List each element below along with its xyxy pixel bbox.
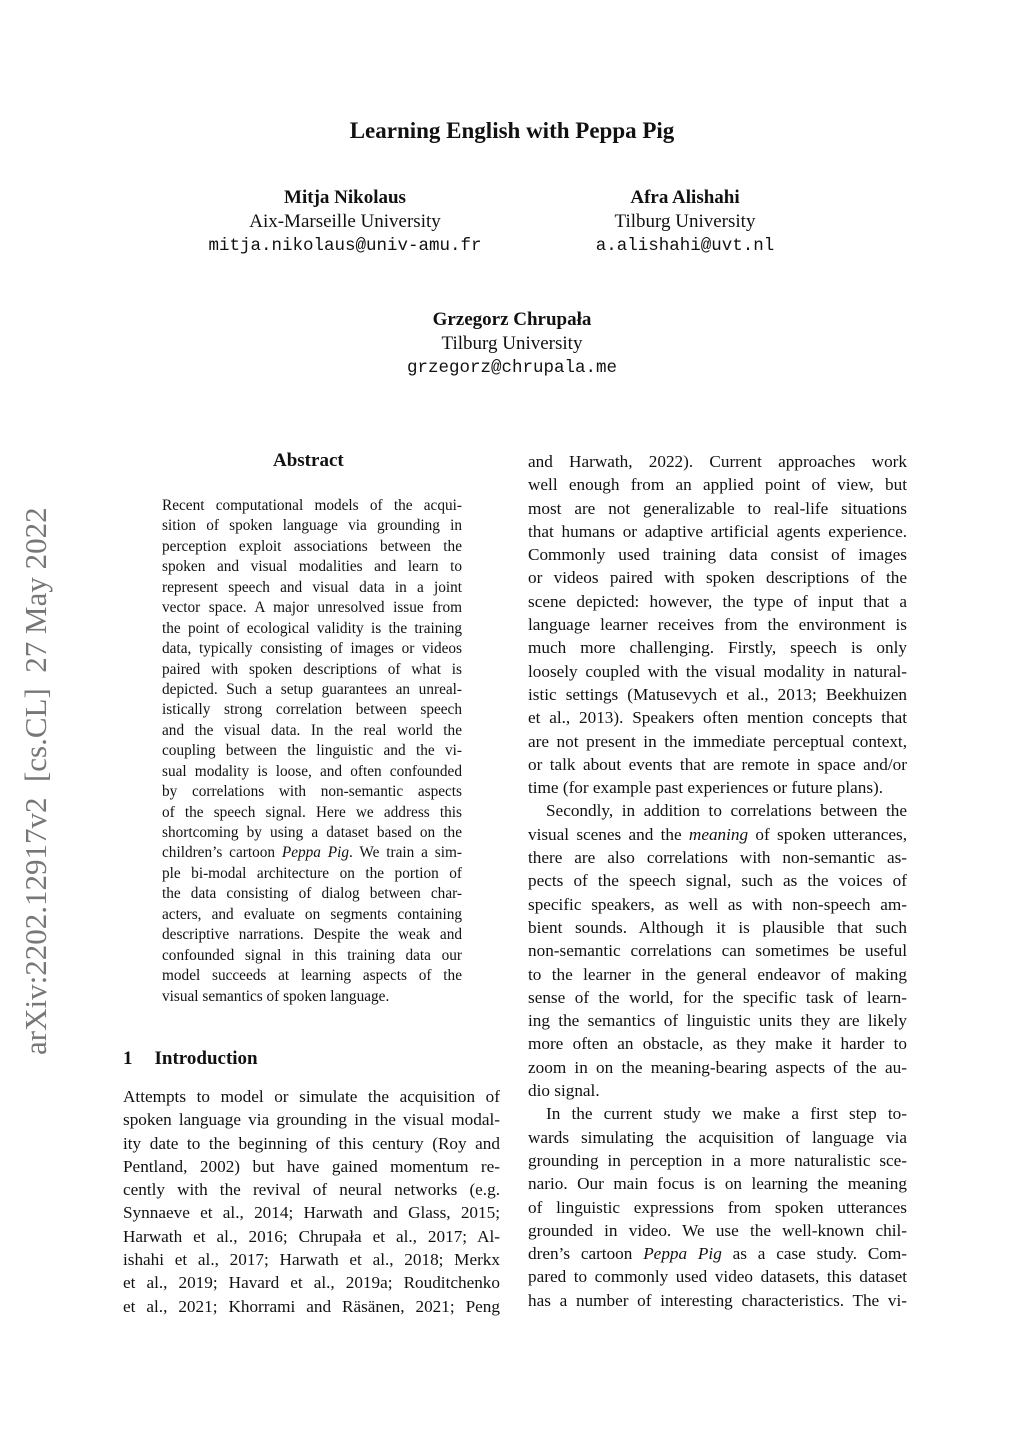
text-line: dio signal. — [528, 1081, 600, 1101]
text-line: grounding in perception in a more naturalistic sce- — [528, 1150, 907, 1170]
text-line: of the speech signal. Here we address this — [162, 803, 462, 821]
author-name: Mitja Nikolaus — [284, 187, 406, 208]
text-line: specific speakers, as well as with non-speech am- — [528, 894, 907, 914]
abstract-text — [162, 496, 462, 1007]
text-line: ing the semantics of linguistic units they are likely — [528, 1011, 907, 1031]
section-title: Introduction — [154, 1048, 258, 1069]
text-line: there are also correlations with non-semantic as- — [528, 848, 907, 868]
text-line: the data consisting of dialog between char- — [162, 885, 462, 903]
text-line: are not present in the immediate perceptual context, — [528, 731, 907, 751]
text-line: has a number of interesting characteristics. The vi- — [528, 1290, 907, 1310]
text-line: more often an obstacle, as they make it harder to — [528, 1034, 907, 1054]
text-line: ity date to the beginning of this century (Roy and — [123, 1133, 500, 1153]
text-line: sual modality is loose, and often confounded — [162, 762, 462, 780]
author-block — [332, 308, 692, 380]
author-block — [505, 186, 865, 258]
author-affiliation: Aix-Marseille University — [249, 211, 441, 232]
text-segment: of spoken utterances, — [748, 824, 907, 844]
author-name: Grzegorz Chrupała — [432, 309, 592, 330]
text-line: istic settings (Matusevych et al., 2013; Beekhuizen — [528, 684, 907, 704]
text-line: much more challenging. Firstly, speech is only — [528, 638, 907, 658]
text-line: loosely coupled with the visual modality in natural- — [528, 661, 907, 681]
text-line: wards simulating the acquisition of language via — [528, 1127, 907, 1147]
text-line: or talk about events that are remote in space and/or — [528, 754, 907, 774]
text-line: data, typically consisting of images or videos — [162, 640, 462, 658]
text-line: to the learner in the general endeavor of making — [528, 964, 907, 984]
text-line: vector space. A major unresolved issue from — [162, 599, 462, 617]
text-line: Attempts to model or simulate the acquisition of — [123, 1087, 500, 1106]
text-line: represent speech and visual data in a joint — [162, 578, 462, 596]
text-segment: children’s cartoon — [162, 844, 282, 862]
author-email[interactable]: grzegorz@chrupala.me — [406, 358, 618, 378]
text-line: Synnaeve et al., 2014; Harwath and Glass, 2015; — [123, 1203, 500, 1223]
text-line: visual semantics of spoken language. — [162, 987, 390, 1005]
text-line: descriptive narrations. Despite the weak and — [162, 926, 462, 944]
text-line: Commonly used training data consist of images — [528, 545, 907, 565]
text-segment: visual scenes and the — [528, 824, 689, 844]
left-column-text — [123, 1085, 500, 1318]
text-line: spoken language via grounding in the visual modal- — [123, 1110, 500, 1130]
text-line: sition of spoken language via grounding in — [162, 517, 462, 535]
text-line: nario. Our main focus is on learning the meaning — [528, 1174, 907, 1194]
text-line: scene depicted: however, the type of input that a — [528, 591, 907, 611]
text-line: Pentland, 2002) but have gained momentum re- — [123, 1156, 500, 1176]
text-line: et al., 2019; Havard et al., 2019a; Rouditchenko — [123, 1273, 500, 1293]
text-line: model succeeds at learning aspects of the — [162, 967, 462, 985]
author-block — [165, 186, 525, 258]
text-line: Recent computational models of the acqui- — [162, 497, 462, 514]
emphasized-text: Peppa Pig — [281, 844, 350, 862]
author-email[interactable]: a.alishahi@uvt.nl — [595, 236, 775, 256]
text-line: non-semantic correlations can sometimes be useful — [528, 941, 907, 961]
text-line: coupling between the linguistic and the vi- — [162, 742, 462, 760]
text-line: perception exploit associations between the — [162, 537, 462, 555]
text-line: grounded in video. We use the well-known chil- — [528, 1220, 907, 1240]
paper-title: Learning English with Peppa Pig — [349, 118, 675, 143]
text-line — [162, 843, 462, 863]
text-line: most are not generalizable to real-life situations — [528, 498, 907, 518]
text-line: zoom in on the meaning-bearing aspects of the au- — [528, 1057, 907, 1077]
section-number: 1 — [123, 1048, 133, 1069]
text-line: sense of the world, for the specific task of learn- — [528, 987, 907, 1007]
text-line: depicted. Such a setup guarantees an unreal- — [162, 680, 462, 698]
text-line: bient sounds. Although it is plausible that such — [528, 917, 907, 937]
abstract-heading: Abstract — [273, 450, 344, 471]
text-line: and Harwath, 2022). Current approaches work — [528, 452, 907, 471]
text-line: time (for example past experiences or future plans). — [528, 778, 884, 798]
text-line: by correlations with non-semantic aspects — [162, 783, 462, 801]
author-name: Afra Alishahi — [630, 187, 740, 208]
text-line: confounded signal in this training data our — [162, 946, 462, 964]
text-line: shortcoming by using a dataset based on the — [162, 824, 462, 841]
text-line: the point of ecological validity is the training — [162, 619, 462, 637]
text-line: pared to commonly used video datasets, this dataset — [528, 1267, 907, 1287]
text-segment: dren’s cartoon — [528, 1244, 644, 1264]
text-line: that humans or adaptive artificial agents experience. — [528, 521, 907, 541]
text-line: In the current study we make a first step to- — [546, 1104, 907, 1124]
text-line: et al., 2013). Speakers often mention concepts that — [528, 708, 907, 728]
text-segment: as a case study. Com- — [721, 1244, 907, 1264]
text-line: paired with spoken descriptions of what is — [162, 660, 462, 678]
text-line: Harwath et al., 2016; Chrupała et al., 2017; Al- — [123, 1226, 500, 1246]
text-line — [528, 1242, 907, 1265]
section-heading — [123, 1048, 258, 1070]
arxiv-stamp[interactable]: arXiv:2202.12917v2 [cs.CL] 27 May 2022 — [18, 507, 53, 1055]
text-line: well enough from an applied point of view, but — [528, 475, 907, 495]
text-line: ishahi et al., 2017; Harwath et al., 2018; Merkx — [123, 1250, 500, 1270]
text-line: ple bi-modal architecture on the portion of — [162, 864, 462, 882]
text-line: language learner receives from the environment is — [528, 615, 907, 635]
emphasized-text: Peppa Pig — [643, 1244, 722, 1264]
text-line: cently with the revival of neural networks (e.g. — [123, 1180, 500, 1200]
text-line: Secondly, in addition to correlations between the — [546, 801, 907, 821]
author-affiliation: Tilburg University — [441, 333, 583, 354]
text-line: et al., 2021; Khorrami and Räsänen, 2021; Peng — [123, 1296, 500, 1316]
right-column-text — [528, 450, 907, 1312]
text-line: spoken and visual modalities and learn to — [162, 558, 462, 576]
author-affiliation: Tilburg University — [614, 211, 756, 232]
text-segment: . We train a sim- — [349, 844, 462, 862]
text-line — [528, 823, 907, 846]
text-line: of linguistic expressions from spoken utterances — [528, 1197, 907, 1217]
text-line: pects of the speech signal, such as the voices of — [528, 871, 907, 891]
text-line: and the visual data. In the real world the — [162, 721, 462, 739]
text-line: istically strong correlation between speech — [162, 701, 462, 719]
emphasized-text: meaning — [688, 824, 749, 844]
text-line: or videos paired with spoken descriptions of the — [528, 568, 907, 588]
author-email[interactable]: mitja.nikolaus@univ-amu.fr — [208, 236, 482, 256]
text-line: acters, and evaluate on segments containing — [162, 905, 462, 923]
